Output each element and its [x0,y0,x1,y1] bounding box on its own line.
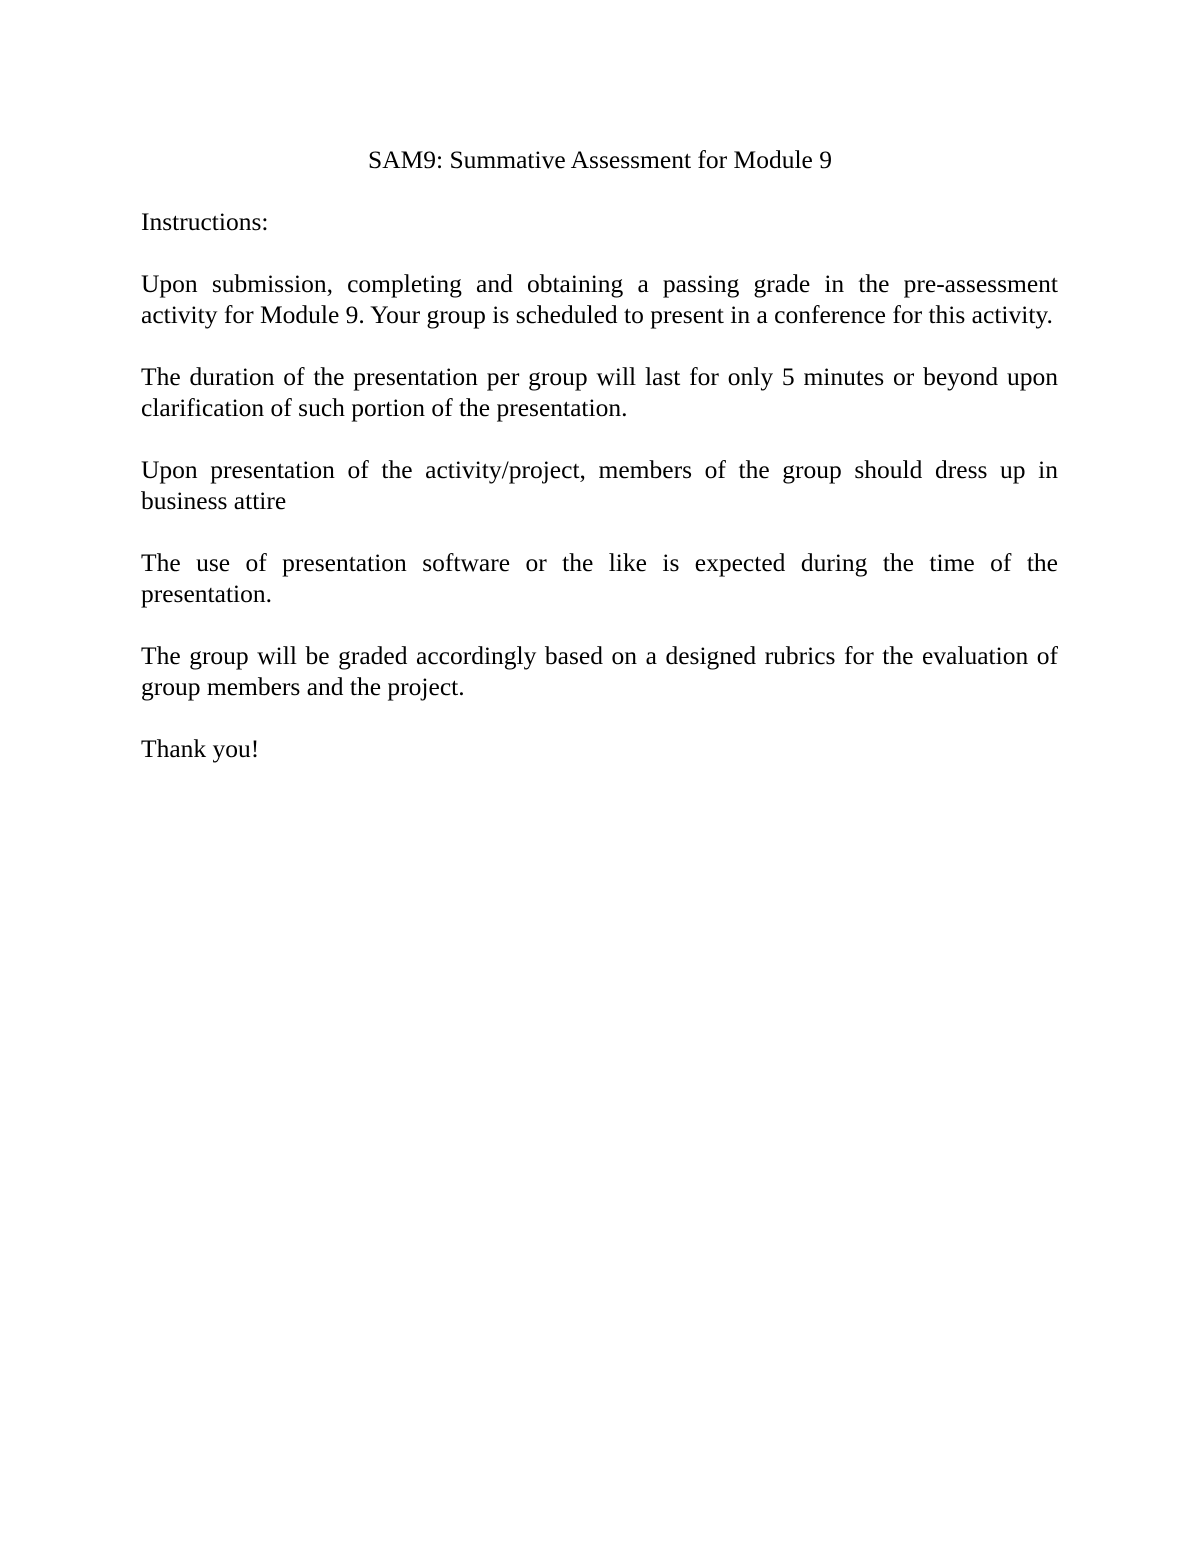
closing-text: Thank you! [141,734,260,763]
instructions-heading: Instructions: [141,207,269,236]
paragraph-duration: The duration of the presentation per group will last for only 5 minutes or beyond upon clarification of such portion of the presentation. [141,362,1058,422]
paragraph-attire: Upon presentation of the activity/project, members of the group should dress up in business attire [141,455,1058,515]
paragraph-grading: The group will be graded accordingly based on a designed rubrics for the evaluation of group members and the project. [141,641,1058,701]
document-body [141,206,1058,795]
paragraph-software: The use of presentation software or the like is expected during the time of the presentation. [141,548,1058,608]
paragraph-submission: Upon submission, completing and obtaining a passing grade in the pre-assessment activity for Module 9. Your group is scheduled to present in a conference for this activity. [141,269,1058,329]
document-title: SAM9: Summative Assessment for Module 9 [368,145,832,174]
